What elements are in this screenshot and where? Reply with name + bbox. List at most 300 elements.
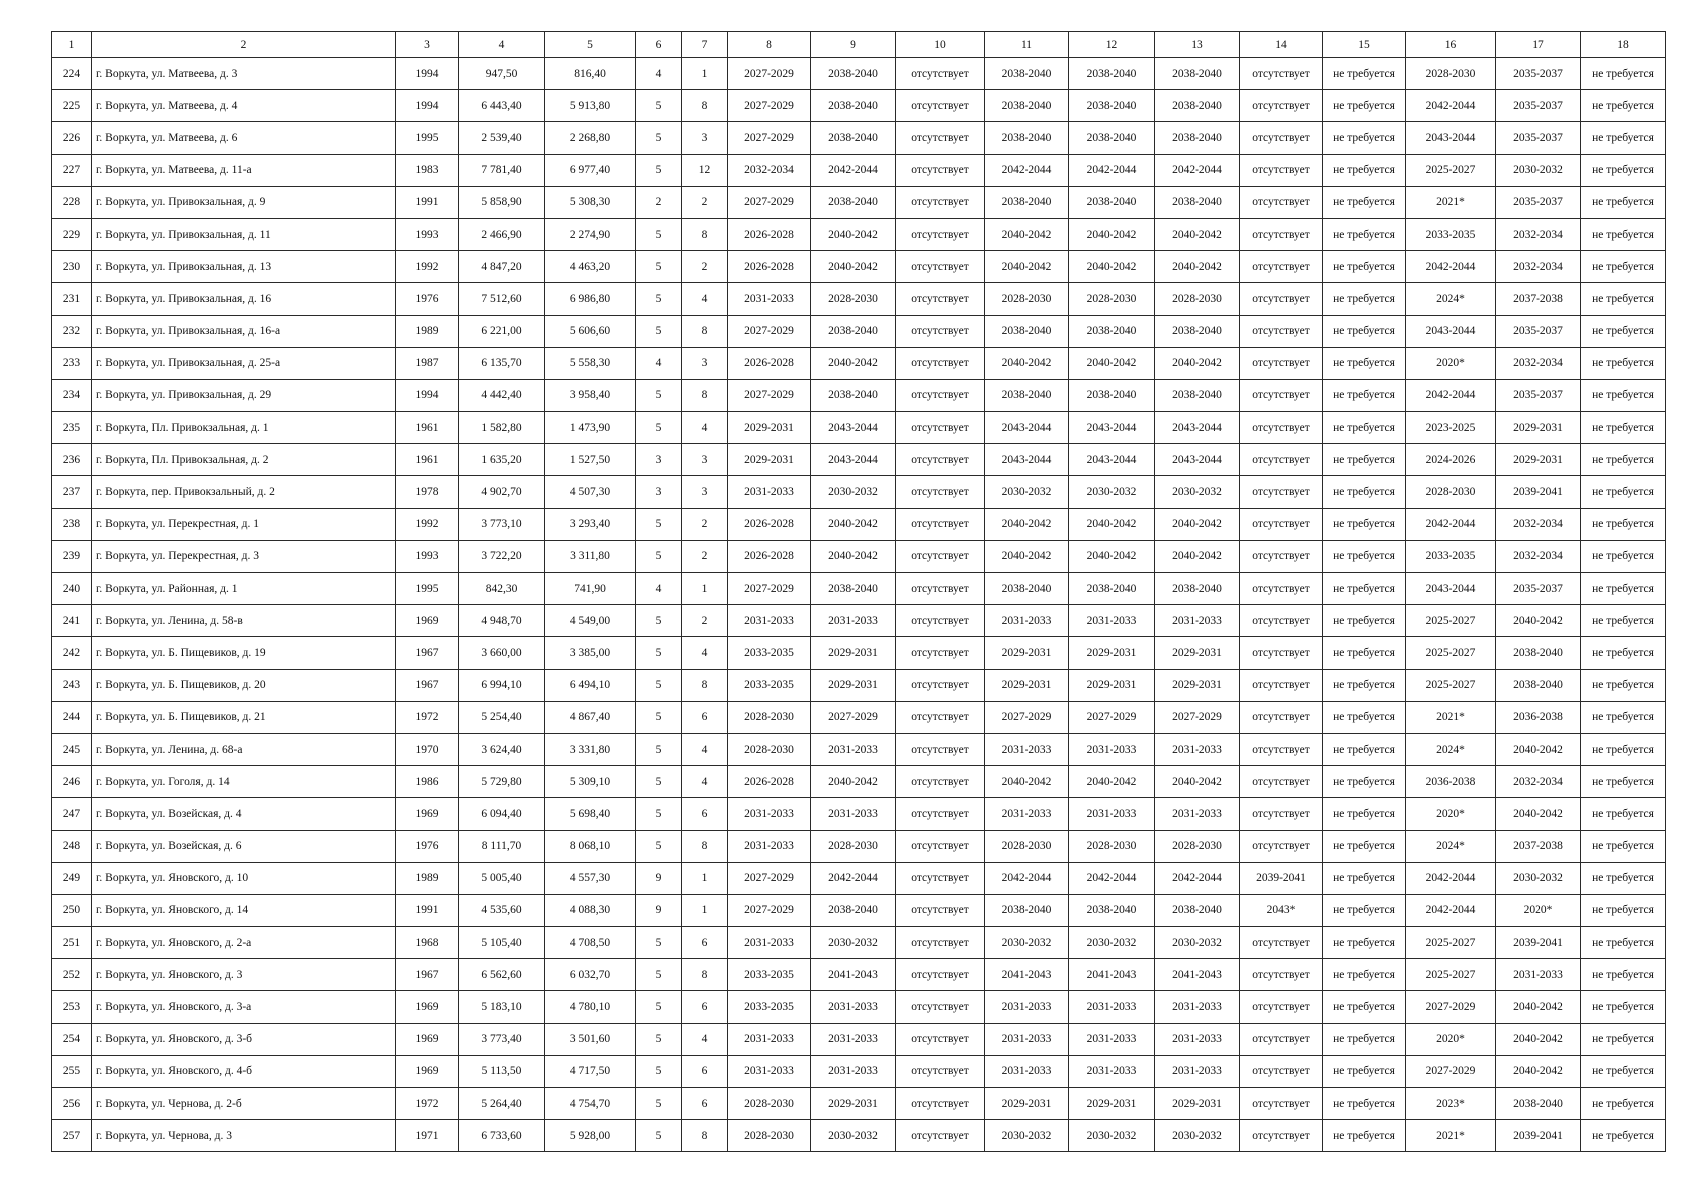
table-cell: отсутствует	[1240, 798, 1323, 830]
table-cell: 2042-2044	[811, 862, 896, 894]
table-cell: 2030-2032	[985, 927, 1069, 959]
table-cell: 1993	[396, 540, 459, 572]
table-cell: отсутствует	[1240, 605, 1323, 637]
table-cell: отсутствует	[896, 605, 985, 637]
table-cell: 2043-2044	[1069, 412, 1155, 444]
table-cell: 2038-2040	[811, 90, 896, 122]
address-cell: г. Воркута, ул. Привокзальная, д. 11	[92, 218, 396, 250]
table-cell: 2038-2040	[1496, 669, 1581, 701]
table-cell: не требуется	[1581, 315, 1666, 347]
table-cell: 5	[636, 315, 682, 347]
table-cell: 5	[636, 379, 682, 411]
table-cell: отсутствует	[896, 733, 985, 765]
table-cell: 2031-2033	[728, 605, 811, 637]
table-cell: отсутствует	[1240, 508, 1323, 540]
table-cell: 2027-2029	[1069, 701, 1155, 733]
table-cell: 8	[682, 315, 728, 347]
table-cell: 2029-2031	[1496, 444, 1581, 476]
table-cell: 5	[636, 508, 682, 540]
table-cell: 2038-2040	[1496, 1088, 1581, 1120]
table-cell: 2040-2042	[1496, 1023, 1581, 1055]
table-cell: 5	[636, 1023, 682, 1055]
table-cell: 4	[682, 412, 728, 444]
table-cell: 5 558,30	[545, 347, 636, 379]
table-cell: 2041-2043	[1155, 959, 1240, 991]
table-cell: 8	[682, 830, 728, 862]
table-row	[52, 218, 1666, 250]
row-number-cell: 252	[52, 959, 92, 991]
table-cell: 4	[682, 1023, 728, 1055]
table-cell: 4 867,40	[545, 701, 636, 733]
column-number-header: 1	[52, 32, 92, 58]
table-cell: отсутствует	[896, 894, 985, 926]
table-cell: 2038-2040	[1155, 186, 1240, 218]
table-cell: отсутствует	[1240, 154, 1323, 186]
table-cell: 9	[636, 862, 682, 894]
table-row	[52, 122, 1666, 154]
table-cell: 2040-2042	[985, 347, 1069, 379]
table-cell: 5	[636, 927, 682, 959]
table-cell: 4 088,30	[545, 894, 636, 926]
table-cell: 2028-2030	[1069, 830, 1155, 862]
table-cell: 6 221,00	[459, 315, 545, 347]
row-number-cell: 255	[52, 1055, 92, 1087]
address-cell: г. Воркута, ул. Яновского, д. 2-а	[92, 927, 396, 959]
table-cell: 2	[636, 186, 682, 218]
row-number-cell: 246	[52, 766, 92, 798]
table-cell: 1989	[396, 315, 459, 347]
row-number-cell: 225	[52, 90, 92, 122]
table-cell: 2040-2042	[985, 766, 1069, 798]
table-cell: 6 994,10	[459, 669, 545, 701]
table-cell: 2040-2042	[1069, 508, 1155, 540]
table-cell: 8	[682, 959, 728, 991]
table-cell: отсутствует	[1240, 766, 1323, 798]
column-number-header: 6	[636, 32, 682, 58]
table-cell: не требуется	[1323, 315, 1406, 347]
table-cell: 2032-2034	[1496, 540, 1581, 572]
table-cell: 2042-2044	[985, 862, 1069, 894]
table-cell: 2033-2035	[728, 637, 811, 669]
row-number-cell: 240	[52, 573, 92, 605]
table-cell: 3 311,80	[545, 540, 636, 572]
table-cell: 741,90	[545, 573, 636, 605]
table-cell: 1983	[396, 154, 459, 186]
table-cell: 1995	[396, 573, 459, 605]
address-cell: г. Воркута, ул. Ленина, д. 68-а	[92, 733, 396, 765]
table-cell: 2020*	[1496, 894, 1581, 926]
table-cell: не требуется	[1581, 959, 1666, 991]
address-cell: г. Воркута, ул. Матвеева, д. 11-а	[92, 154, 396, 186]
table-cell: 2031-2033	[728, 283, 811, 315]
table-cell: 2035-2037	[1496, 58, 1581, 90]
column-number-header: 2	[92, 32, 396, 58]
table-cell: не требуется	[1323, 154, 1406, 186]
table-row	[52, 476, 1666, 508]
table-cell: 842,30	[459, 573, 545, 605]
table-cell: 1961	[396, 412, 459, 444]
table-cell: не требуется	[1581, 798, 1666, 830]
row-number-cell: 224	[52, 58, 92, 90]
table-cell: 2038-2040	[811, 315, 896, 347]
table-cell: 2035-2037	[1496, 315, 1581, 347]
table-cell: отсутствует	[1240, 1023, 1323, 1055]
table-cell: 4 717,50	[545, 1055, 636, 1087]
table-cell: отсутствует	[1240, 927, 1323, 959]
table-cell: 1961	[396, 444, 459, 476]
table-cell: 1971	[396, 1120, 459, 1152]
table-cell: 2042-2044	[1069, 862, 1155, 894]
table-cell: 2042-2044	[1406, 862, 1496, 894]
table-cell: 6	[682, 701, 728, 733]
table-cell: 2039-2041	[1496, 927, 1581, 959]
table-cell: 2030-2032	[1155, 476, 1240, 508]
table-cell: 2029-2031	[1155, 669, 1240, 701]
table-cell: 2042-2044	[1406, 90, 1496, 122]
table-cell: 2038-2040	[1069, 90, 1155, 122]
table-cell: 2027-2029	[728, 90, 811, 122]
table-cell: 2035-2037	[1496, 573, 1581, 605]
table-cell: 2040-2042	[811, 251, 896, 283]
table-row	[52, 1088, 1666, 1120]
column-number-header: 7	[682, 32, 728, 58]
table-cell: 2028-2030	[1069, 283, 1155, 315]
table-cell: 4	[636, 573, 682, 605]
table-cell: не требуется	[1323, 830, 1406, 862]
column-number-header: 11	[985, 32, 1069, 58]
table-cell: 8	[682, 90, 728, 122]
table-cell: 2031-2033	[811, 1055, 896, 1087]
table-cell: не требуется	[1581, 251, 1666, 283]
table-cell: не требуется	[1581, 1023, 1666, 1055]
table-cell: 2029-2031	[1155, 1088, 1240, 1120]
row-number-cell: 256	[52, 1088, 92, 1120]
table-cell: 4	[682, 733, 728, 765]
table-cell: 8	[682, 379, 728, 411]
address-cell: г. Воркута, ул. Б. Пищевиков, д. 21	[92, 701, 396, 733]
table-cell: 2042-2044	[985, 154, 1069, 186]
table-cell: отсутствует	[1240, 959, 1323, 991]
table-cell: 2040-2042	[1069, 540, 1155, 572]
table-cell: 1994	[396, 58, 459, 90]
table-cell: отсутствует	[896, 1023, 985, 1055]
table-cell: 5	[636, 959, 682, 991]
address-cell: г. Воркута, ул. Районная, д. 1	[92, 573, 396, 605]
table-cell: 2031-2033	[985, 991, 1069, 1023]
table-cell: 2021*	[1406, 1120, 1496, 1152]
row-number-cell: 247	[52, 798, 92, 830]
address-cell: г. Воркута, ул. Возейская, д. 6	[92, 830, 396, 862]
table-cell: не требуется	[1581, 830, 1666, 862]
table-cell: 2041-2043	[811, 959, 896, 991]
table-cell: 2031-2033	[985, 733, 1069, 765]
table-cell: 2026-2028	[728, 251, 811, 283]
address-cell: г. Воркута, пер. Привокзальный, д. 2	[92, 476, 396, 508]
column-number-header: 18	[1581, 32, 1666, 58]
table-cell: 2030-2032	[1155, 927, 1240, 959]
table-cell: 2029-2031	[811, 637, 896, 669]
table-cell: 2031-2033	[1155, 605, 1240, 637]
table-cell: 2038-2040	[985, 122, 1069, 154]
table-cell: 2021*	[1406, 186, 1496, 218]
table-cell: 2031-2033	[728, 798, 811, 830]
table-row	[52, 412, 1666, 444]
table-cell: 2024*	[1406, 830, 1496, 862]
table-row	[52, 379, 1666, 411]
table-cell: 2031-2033	[1069, 798, 1155, 830]
table-cell: 5	[636, 540, 682, 572]
table-cell: 5 606,60	[545, 315, 636, 347]
table-cell: 2040-2042	[811, 540, 896, 572]
table-cell: 1969	[396, 1023, 459, 1055]
table-cell: 2043-2044	[1155, 412, 1240, 444]
table-cell: 1	[682, 862, 728, 894]
table-cell: не требуется	[1323, 251, 1406, 283]
table-cell: 3 773,40	[459, 1023, 545, 1055]
table-row	[52, 444, 1666, 476]
table-cell: 2038-2040	[811, 573, 896, 605]
table-cell: 2029-2031	[985, 1088, 1069, 1120]
table-cell: отсутствует	[896, 508, 985, 540]
table-cell: 2030-2032	[1155, 1120, 1240, 1152]
row-number-cell: 243	[52, 669, 92, 701]
table-cell: не требуется	[1323, 927, 1406, 959]
table-cell: 3	[682, 347, 728, 379]
table-cell: не требуется	[1323, 347, 1406, 379]
table-cell: 8 068,10	[545, 830, 636, 862]
table-cell: 3	[636, 444, 682, 476]
column-number-header: 4	[459, 32, 545, 58]
table-cell: 6	[682, 991, 728, 1023]
table-cell: 6 135,70	[459, 347, 545, 379]
table-cell: не требуется	[1581, 862, 1666, 894]
table-cell: 2031-2033	[1069, 605, 1155, 637]
table-cell: 3 722,20	[459, 540, 545, 572]
table-cell: 5	[636, 90, 682, 122]
table-cell: не требуется	[1581, 58, 1666, 90]
table-cell: 6	[682, 1088, 728, 1120]
table-cell: не требуется	[1581, 154, 1666, 186]
table-cell: 2030-2032	[1496, 154, 1581, 186]
table-cell: не требуется	[1581, 508, 1666, 540]
address-cell: г. Воркута, ул. Возейская, д. 4	[92, 798, 396, 830]
table-cell: 1994	[396, 90, 459, 122]
table-cell: 2038-2040	[1155, 90, 1240, 122]
table-cell: не требуется	[1323, 798, 1406, 830]
table-cell: 2043-2044	[1155, 444, 1240, 476]
table-row	[52, 959, 1666, 991]
row-number-cell: 230	[52, 251, 92, 283]
table-cell: отсутствует	[896, 58, 985, 90]
address-cell: г. Воркута, ул. Чернова, д. 3	[92, 1120, 396, 1152]
table-cell: 2038-2040	[1155, 894, 1240, 926]
table-cell: 2023*	[1406, 1088, 1496, 1120]
table-cell: 5	[636, 830, 682, 862]
table-row	[52, 90, 1666, 122]
table-cell: 5	[636, 412, 682, 444]
table-cell: 2042-2044	[1406, 251, 1496, 283]
address-cell: г. Воркута, ул. Яновского, д. 4-б	[92, 1055, 396, 1087]
table-cell: отсутствует	[896, 444, 985, 476]
column-number-row	[52, 32, 1666, 58]
table-cell: 6 733,60	[459, 1120, 545, 1152]
row-number-cell: 249	[52, 862, 92, 894]
table-cell: 6 494,10	[545, 669, 636, 701]
address-cell: г. Воркута, ул. Матвеева, д. 3	[92, 58, 396, 90]
table-cell: отсутствует	[896, 315, 985, 347]
table-row	[52, 605, 1666, 637]
table-cell: отсутствует	[896, 1088, 985, 1120]
table-cell: 2029-2031	[728, 412, 811, 444]
table-cell: 5	[636, 251, 682, 283]
table-cell: 2033-2035	[728, 959, 811, 991]
table-cell: 3 501,60	[545, 1023, 636, 1055]
table-cell: 2029-2031	[985, 637, 1069, 669]
table-cell: 2037-2038	[1496, 283, 1581, 315]
table-cell: 2032-2034	[728, 154, 811, 186]
table-cell: 2040-2042	[811, 347, 896, 379]
table-cell: 2038-2040	[985, 894, 1069, 926]
table-cell: 2027-2029	[728, 315, 811, 347]
table-cell: 3 331,80	[545, 733, 636, 765]
table-cell: 5	[636, 605, 682, 637]
table-cell: 2040-2042	[1496, 991, 1581, 1023]
table-cell: 2	[682, 605, 728, 637]
table-cell: 4 902,70	[459, 476, 545, 508]
table-cell: 2031-2033	[1069, 991, 1155, 1023]
table-cell: 1 582,80	[459, 412, 545, 444]
table-cell: 8	[682, 218, 728, 250]
table-cell: 1969	[396, 1055, 459, 1087]
table-cell: отсутствует	[1240, 637, 1323, 669]
table-row	[52, 573, 1666, 605]
table-cell: 3 773,10	[459, 508, 545, 540]
table-cell: 2031-2033	[1069, 1023, 1155, 1055]
table-cell: не требуется	[1581, 122, 1666, 154]
address-cell: г. Воркута, ул. Матвеева, д. 4	[92, 90, 396, 122]
table-cell: отсутствует	[896, 669, 985, 701]
table-cell: не требуется	[1581, 218, 1666, 250]
table-cell: 2042-2044	[1069, 154, 1155, 186]
column-number-header: 14	[1240, 32, 1323, 58]
column-number-header: 5	[545, 32, 636, 58]
table-cell: 4 557,30	[545, 862, 636, 894]
table-cell: отсутствует	[1240, 476, 1323, 508]
table-cell: не требуется	[1581, 379, 1666, 411]
table-cell: 1976	[396, 283, 459, 315]
table-cell: 2030-2032	[1069, 476, 1155, 508]
table-cell: отсутствует	[1240, 540, 1323, 572]
table-cell: 5	[636, 1055, 682, 1087]
table-cell: 2027-2029	[728, 573, 811, 605]
table-cell: 2027-2029	[728, 186, 811, 218]
table-cell: 2029-2031	[811, 669, 896, 701]
table-cell: 2043-2044	[1406, 573, 1496, 605]
table-cell: 2 539,40	[459, 122, 545, 154]
table-cell: 2040-2042	[1069, 347, 1155, 379]
table-cell: отсутствует	[896, 186, 985, 218]
table-cell: отсутствует	[896, 1120, 985, 1152]
table-cell: 2031-2033	[985, 798, 1069, 830]
table-cell: не требуется	[1323, 58, 1406, 90]
table-cell: не требуется	[1581, 186, 1666, 218]
table-cell: отсутствует	[896, 379, 985, 411]
table-cell: 1970	[396, 733, 459, 765]
table-cell: 2040-2042	[1155, 218, 1240, 250]
table-cell: не требуется	[1581, 476, 1666, 508]
table-cell: 2036-2038	[1406, 766, 1496, 798]
table-row	[52, 347, 1666, 379]
table-cell: 2023-2025	[1406, 412, 1496, 444]
table-cell: 7 781,40	[459, 154, 545, 186]
table-row	[52, 315, 1666, 347]
table-cell: 5 858,90	[459, 186, 545, 218]
table-cell: 4	[636, 58, 682, 90]
table-cell: 4 948,70	[459, 605, 545, 637]
table-cell: 3	[682, 122, 728, 154]
table-cell: не требуется	[1323, 733, 1406, 765]
table-cell: не требуется	[1323, 1120, 1406, 1152]
table-cell: 2042-2044	[1155, 862, 1240, 894]
address-cell: г. Воркута, ул. Б. Пищевиков, д. 20	[92, 669, 396, 701]
table-cell: отсутствует	[896, 347, 985, 379]
table-cell: 2040-2042	[1069, 766, 1155, 798]
table-cell: не требуется	[1581, 733, 1666, 765]
table-cell: отсутствует	[896, 1055, 985, 1087]
table-row	[52, 154, 1666, 186]
table-cell: 2029-2031	[985, 669, 1069, 701]
table-cell: 8	[682, 669, 728, 701]
table-cell: не требуется	[1323, 283, 1406, 315]
table-row	[52, 283, 1666, 315]
table-cell: 3	[636, 476, 682, 508]
table-cell: 2038-2040	[1069, 379, 1155, 411]
table-cell: не требуется	[1581, 444, 1666, 476]
table-cell: не требуется	[1581, 347, 1666, 379]
table-cell: отсутствует	[896, 927, 985, 959]
table-cell: 6	[682, 927, 728, 959]
table-cell: 6 986,80	[545, 283, 636, 315]
table-cell: 2043-2044	[1406, 315, 1496, 347]
table-cell: 2031-2033	[985, 605, 1069, 637]
table-cell: 2 268,80	[545, 122, 636, 154]
table-cell: 5	[636, 122, 682, 154]
table-cell: 2031-2033	[1496, 959, 1581, 991]
table-cell: 5	[636, 1120, 682, 1152]
row-number-cell: 235	[52, 412, 92, 444]
table-cell: 2027-2029	[728, 862, 811, 894]
table-cell: отсутствует	[1240, 830, 1323, 862]
row-number-cell: 229	[52, 218, 92, 250]
table-cell: не требуется	[1581, 1055, 1666, 1087]
table-cell: 5 183,10	[459, 991, 545, 1023]
table-cell: 2038-2040	[985, 90, 1069, 122]
table-cell: 2043*	[1240, 894, 1323, 926]
table-cell: не требуется	[1581, 90, 1666, 122]
table-cell: не требуется	[1581, 991, 1666, 1023]
table-cell: 3 958,40	[545, 379, 636, 411]
table-cell: 2038-2040	[1069, 122, 1155, 154]
table-cell: не требуется	[1581, 1120, 1666, 1152]
table-cell: 6 094,40	[459, 798, 545, 830]
table-cell: 2 274,90	[545, 218, 636, 250]
table-cell: 2035-2037	[1496, 122, 1581, 154]
table-cell: 4	[682, 766, 728, 798]
table-cell: 1	[682, 58, 728, 90]
table-cell: 1967	[396, 959, 459, 991]
table-cell: 2041-2043	[985, 959, 1069, 991]
table-cell: 4 535,60	[459, 894, 545, 926]
